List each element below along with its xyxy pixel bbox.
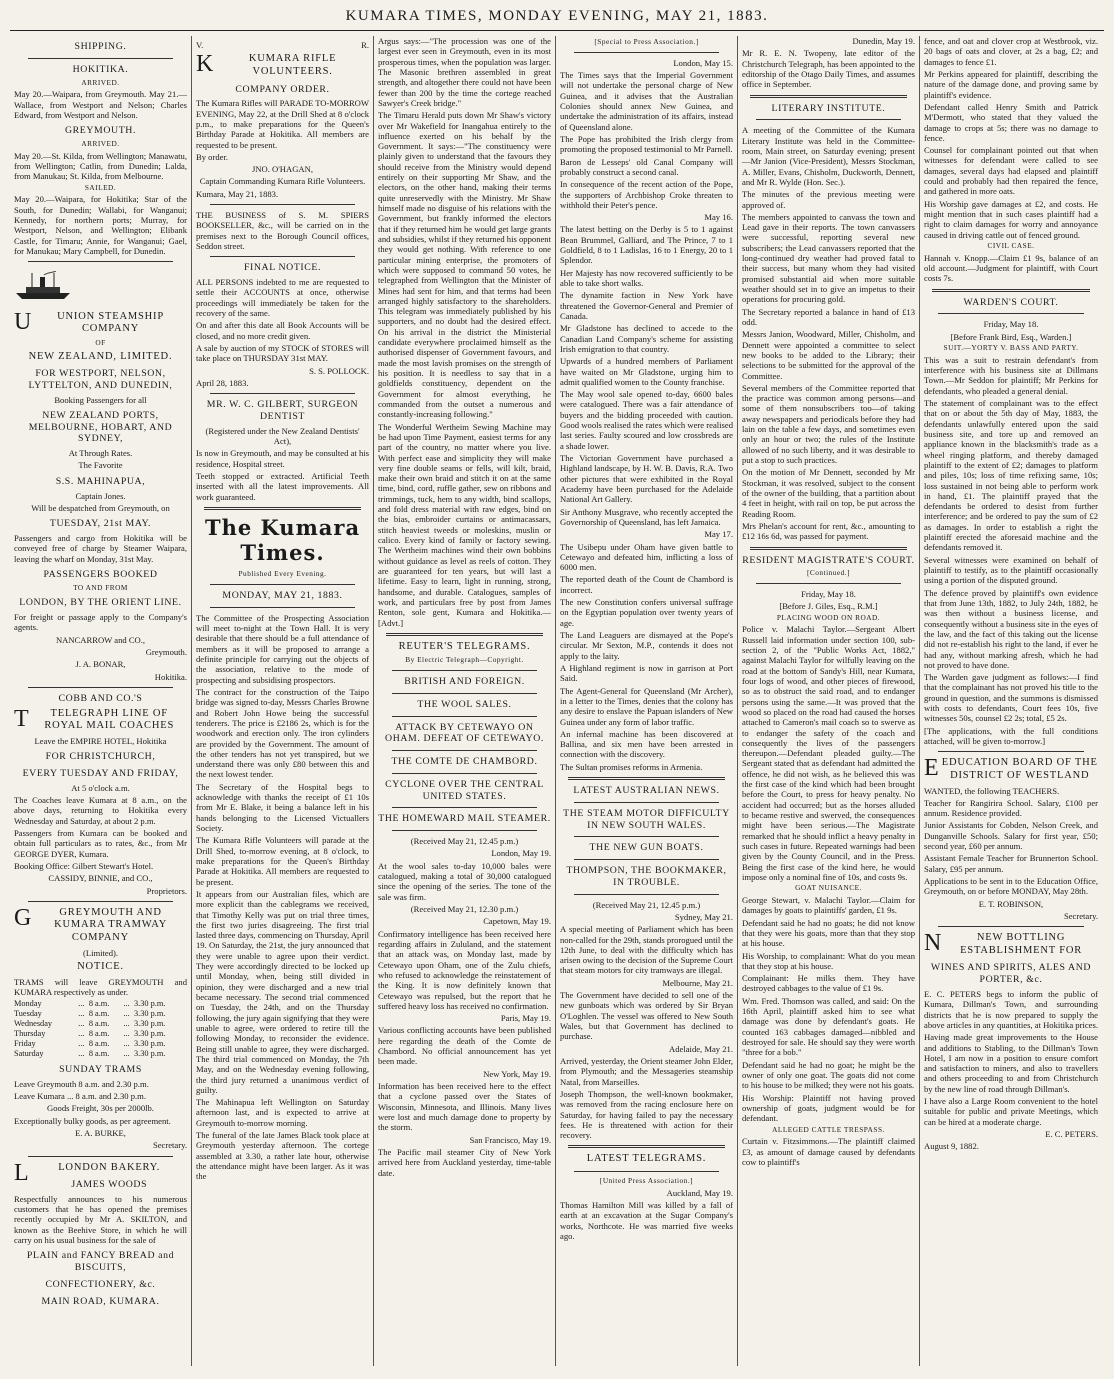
- tramway-secretary: E. A. BURKE,: [75, 1127, 126, 1138]
- telegram-paragraph: The Government have decided to sell one of the new gunboats which was ordered by Sir Bryan O'Loghlen. The vessel was offered to New South Wales, but that Government has declined to purchase.: [560, 990, 733, 1042]
- schedule-row: Monday ... 8 a.m. ... 3.30 p.m.: [14, 999, 166, 1009]
- bottling-paragraph: E. C. PETERS begs to inform the public of Kumara, Dillman's Town, and surrounding districts that he is now prepared to supply the above articles in any quantities, at Hokitika prices.: [924, 988, 1098, 1030]
- case-heading: SUIT.—YORTY V. BASS AND PARTY.: [943, 343, 1079, 352]
- final-notice-text-2: On and after this date all Book Accounts will be closed, and no more credit given.: [196, 320, 369, 341]
- company-order: COMPANY ORDER.: [235, 83, 330, 95]
- divider: [210, 256, 355, 257]
- case-paragraph: Curtain v. Fitzsimmons.—The plaintiff claimed £3, as amount of damage caused by defendants cow to plaintiff's: [742, 1136, 915, 1167]
- divider: [938, 751, 1084, 752]
- tramway-text: TRAMS will leave GREYMOUTH and KUMARA respectively as under.: [14, 976, 187, 997]
- telegram-paragraph: Information has been received here to the effect that a cyclone passed over the States of Wisconsin, Minnesota, and Illinois. Many lives were lost and much damage done to property by the storm.: [378, 1081, 551, 1133]
- telegram-paragraph: Thomas Hamilton Mill was killed by a fall of earth at an excavation at the Sugar Company's works, Northcote. He was married five weeks ago.: [560, 1200, 733, 1242]
- telegram-paragraph: Joseph Thompson, the well-known bookmaker, was removed from the racing enclosure here on Saturday, for having failed to pay the necessary fees. He is threatened with action for their recovery.: [560, 1088, 733, 1141]
- divider: [210, 204, 355, 205]
- bottling-date: August 9, 1882.: [924, 1141, 979, 1152]
- report-paragraph: The minutes of the previous meeting were approved of.: [742, 189, 915, 210]
- greymouth-arrivals: May 20.—St. Kilda, from Wellington; Manawatu, from Wellington; Catlin, from Dunedin; Lalda, from Manukau; St. Kilda, from Melbourne.: [14, 150, 187, 182]
- case-heading: CIVIL CASE.: [987, 240, 1035, 250]
- telegram-paragraph: The Times says that the Imperial Government will not undertake the personal charge of New Guinea, and it advises that the Australian Colonies should annex New Guinea, and undertake the administration of its affairs, instead of Queensland alone.: [560, 70, 733, 132]
- tram-schedule: [14, 999, 187, 1059]
- telegram-paragraph: The Agent-General for Queensland (Mr Archer), in a letter to the Times, denies that the colony has any desire to enslave the Papuan islanders of New Guinea under any form of labor traffic.: [560, 685, 733, 727]
- advertisement-paragraph: The Wonderful Wertheim Sewing Machine may be had upon Time Payment, easiest terms for any part of the country, no matter where you live. With perfect ease and simplicity they will make very fine double seams or fells, will kilt, braid, make their own braid and stitch it on at the same time, bind, cord, ruffle gather, sew on ribbons and trimmings, tuck, hem to any width, bind scallops, and fold dress material with raw edges, bind on the bias, embroider curtains or antimacassars, stitch heaviest tweeds or moleskins, muslin or calico. Every kind of family or factory sewing. The Wertheim machines wind their own bobbins without guidance as level as reels of cotton. They are guaranteed for ten years, but will last a lifetime. Easy to learn, light in running, strong, handsome, and durable. Catalogues, samples of work, and particulars free by post from James Renton, sole gent, Kumara and Hokitika.—[Advt.]: [378, 421, 551, 628]
- court-date: Friday, May 18.: [983, 319, 1039, 330]
- bakery-address: MAIN ROAD, KUMARA.: [41, 1295, 160, 1307]
- divider: [28, 58, 173, 59]
- steamship-icon: [14, 271, 74, 301]
- report-paragraph: Several members of the Committee reported that the practice was common among persons—and some of them nonsubscribers too—of taking away newspapers and periodicals before they had lain on the table a few days, and sometimes even only an hour or two; the rules of the Institute allowed of no such liberty, and it was desirable to put a stop to such practices.: [742, 382, 915, 465]
- schedule-row: Tuesday ... 8 a.m. ... 3.30 p.m.: [14, 1009, 166, 1019]
- gilbert-title: MR. W. C. GILBERT, SURGEON DENTIST: [206, 399, 359, 422]
- case-paragraph: fence, and oat and clover crop at Westbrook, viz. 20 bags of oats and clover, at 2s a bag, £2; and damages to fence £1.: [924, 36, 1098, 67]
- page-masthead: KUMARA TIMES, MONDAY EVENING, MAY 21, 1883.: [10, 8, 1104, 31]
- case-paragraph: This was a suit to restrain defendant's from interference with his business site at Dillmans Town.—Mr Seddon for plaintiff; Mr Perkins for defendants, who pleaded a general denial.: [924, 354, 1098, 396]
- court-before: [Before J. Giles, Esq., R.M.]: [779, 601, 878, 612]
- editorial-paragraph: It appears from our Australian files, which are more explicit than the cablegrams we received, that Timothy Kelly was put on trial three times, the first two juries disagreeing. The first trial lasted three days, commencing on Thursday, April 19. On Saturday, the 21st, the jury announced that they were unable to agree upon their verdict. They were accordingly directed to be locked up until Monday, when, being still divided in opinion, they were discharged and a new trial became necessary. The second trial commenced on Tuesday, the 24th, and on the Thursday following, the jury again signifying that they were unable to agree, were ordered to retire till the following Monday, to reconsider the evidence. Being still unable to agree, they were discharged. The third trial commenced on Monday, the 7th May, and on the Wednesday evening following, the third jury returned a unanimous verdict of guilty.: [196, 888, 369, 1095]
- hokitika-arrived-label: ARRIVED.: [81, 77, 120, 87]
- rifles-date: Kumara, May 21, 1883.: [196, 188, 279, 199]
- telegram-paragraph: At the wool sales to-day 10,000 bales were catalogued, making a total of 30,000 catalogued since the opening of the series. The tone of the sale was firm.: [378, 860, 551, 902]
- divider: [28, 1156, 173, 1157]
- final-notice-text-3: A sale by auction of my STOCK of STORES will take place on THURSDAY 31st MAY.: [196, 342, 369, 364]
- case-heading: ALLEGED CATTLE TRESPASS.: [772, 1124, 885, 1134]
- case-paragraph: Defendant said he had no goats; he did not know that they were his goats, more than that they stop at his house.: [742, 917, 915, 949]
- pollock-signature: S. S. POLLOCK.: [309, 365, 369, 376]
- case-paragraph: Wm. Fred. Thomson was called, and said: On the 16th April, plaintiff asked him to see what damage was done by defendant's goats. He counted 163 cabbages damaged—nibbled and destroyed for sale. He should say they were worth "three for a bob.": [742, 995, 915, 1058]
- divider: [386, 633, 543, 636]
- telegram-paragraph: An infernal machine has been discovered at Ballina, and six men have been arrested in connection with the discovery.: [560, 728, 733, 760]
- bottling-paragraph: I have also a Large Room convenient to the hotel suitable for public and private Meetings, which can be hired at a moderate charge.: [924, 1096, 1098, 1127]
- union-title: U UNION STEAMSHIP COMPANY: [14, 308, 164, 335]
- case-paragraph: Hannah v. Knopp.—Claim £1 9s, balance of an old account.—Judgment for plaintiff, with Court costs 7s.: [924, 252, 1098, 284]
- case-paragraph: Counsel for complainant pointed out that when witnesses for defendant were called to see damages, several days had elapsed and plaintiff could and probably had then repaired the fence, and gathered in more oats.: [924, 145, 1098, 197]
- case-paragraph: The statement of complainant was to the effect that on or about the 5th day of May, 1883, the defendants unlawfully entered upon the said business site, and tore up and removed an appliance known in the blacksmith's trade as a wheel ringing platform, and thereby damaged plaintiff to the extent of £2; damages to platform and piles, 10s; loss of time refixing same, 10s; loss sustained in not being able to perform work in hand, £1. The plaintiff prayed that the defendants be ordered to desist from further interference; and be ordered to pay the sum of £2 as damages. In order to establish a right the plaintiff erected the aforesaid machine and the defendants removed it.: [924, 398, 1098, 553]
- bakery-goods: PLAIN and FANCY BREAD and BISCUITS,: [26, 1250, 175, 1274]
- pollock-date: April 28, 1883.: [196, 377, 249, 388]
- telegram-paragraph: The Pope has prohibited the Irish clergy from promoting the proposed testimonial to Mr Parnell.: [560, 133, 733, 155]
- telegram-paragraph: The Sultan promises reforms in Armenia.: [560, 761, 703, 772]
- received-line: (Received May 21, 12.45 p.m.): [410, 836, 519, 847]
- divider: [750, 95, 907, 98]
- magistrate-court-title: RESIDENT MAGISTRATE'S COURT.: [742, 554, 915, 566]
- telegram-paragraph: A Highland regiment is now in garrison at Port Said.: [560, 662, 733, 684]
- schedule-row: Thursday ... 8 a.m. ... 3.30 p.m.: [14, 1029, 166, 1039]
- divider: [392, 773, 537, 774]
- captain-name: JNO. O'HAGAN,: [252, 164, 313, 175]
- telegram-paragraph: Sir Anthony Musgrave, who recently accepted the Governorship of Queensland, has left Jamaica.: [560, 506, 733, 527]
- telegram-paragraph: Upwards of a hundred members of Parliament have waited on Mr Gladstone, urging him to admit qualified women to the County franchise.: [560, 356, 733, 387]
- columns: [10, 36, 1104, 1366]
- divider: [568, 777, 725, 780]
- gilbert-text-2: Teeth stopped or extracted. Artificial Teeth inserted with all the latest improvements. All work guaranteed.: [196, 470, 369, 502]
- bottling-signature: E. C. PETERS.: [1045, 1129, 1098, 1139]
- cobb-proprietors: CASSIDY, BINNIE, and CO.,: [48, 873, 153, 884]
- divider: [574, 52, 719, 53]
- divider: [574, 894, 719, 895]
- column-4: [556, 36, 738, 1366]
- divider: [756, 119, 901, 120]
- bulky-goods: Exceptionally bulky goods, as per agreement.: [14, 1115, 171, 1126]
- literary-institute-title: LITERARY INSTITUTE.: [771, 102, 886, 114]
- case-paragraph: Defendant said he had no goat; he might be the owner of only one goat. The goats did not come to his house to be milked; they were not his goats.: [742, 1059, 915, 1091]
- tramway-limited: (Limited).: [82, 947, 119, 958]
- divider: [204, 507, 361, 510]
- greymouth-arrived-label: ARRIVED.: [81, 138, 120, 148]
- union-booking: Booking Passengers for all: [54, 394, 147, 405]
- dateline: Dunedin, May 19.: [852, 36, 915, 46]
- union-to-from: TO AND FROM: [73, 582, 128, 592]
- case-paragraph: The Warden gave judgment as follows:—I find that the complainant has not proved his title to the ground in question, and the summons is dismissed with costs to defendants, Court fees 10s, five witnesses 50s, counsel £2 2s; total, £5 2s.: [924, 672, 1098, 724]
- final-notice-title: FINAL NOTICE.: [243, 262, 322, 274]
- education-signature: E. T. ROBINSON,: [978, 898, 1044, 909]
- telegram-paragraph: Baron de Lesseps' old Canal Company will probably construct a second canal.: [560, 156, 733, 177]
- divider: [210, 607, 355, 608]
- divider: [210, 393, 355, 394]
- column-2: [192, 36, 374, 1366]
- union-london: LONDON, BY THE ORIENT LINE.: [19, 597, 182, 609]
- divider: [392, 830, 537, 831]
- divider: [392, 670, 537, 671]
- report-paragraph: The members appointed to canvass the town and Lead gave in their reports. The town canvassers were successful, reporting several new subscribers; the Lead canvassers reported that the long-continued dry weather had proved fatal to their success, but many whom they had visited promised substantial aid when more suitable weather should set in to give an impetus to their operations for procuring gold.: [742, 211, 915, 305]
- telegram-paragraph: The Victorian Government have purchased a Highland landscape, by H. W. B. Davis, R.A. Two other pictures that were exhibited in the Royal Academy have been purchased for the Adelaide National Art Gallery.: [560, 453, 733, 505]
- australian-news-title: LATEST AUSTRALIAN NEWS.: [573, 785, 720, 797]
- sunday-trams-2: Leave Kumara ... 8 a.m. and 2.30 p.m.: [14, 1090, 146, 1101]
- telegram-paragraph: Arrived, yesterday, the Orient steamer John Elder, from Plymouth; and the Messageries steamship Natal, from Marseilles.: [560, 1055, 733, 1087]
- union-freight: For freight or passage apply to the Company's agents.: [14, 612, 187, 633]
- telegram-paragraph: The May wool sale opened to-day, 6600 bales were catalogued. There was a fair attendance of buyers and the bidding proceeded with caution. Good wools realised the rates which were realised last series. Faulty scoured and low crossbreds are a shade lower.: [560, 389, 733, 451]
- dateline: Capetown, May 19.: [483, 916, 551, 927]
- union-date: TUESDAY, 21st MAY.: [49, 518, 152, 530]
- goods-freight: Goods Freight, 30s per 2000lb.: [47, 1103, 154, 1114]
- telegram-paragraph: The Usibepu under Oham have given battle to Cetewayo and defeated him, inflicting a loss of 6000 men.: [560, 541, 733, 573]
- telegram-paragraph: Mr R. E. N. Twopeny, late editor of the Christchurch Telegraph, has been appointed to the editorship of the Otago Daily Times, and assumes office in September.: [742, 48, 915, 90]
- tramway-notice: NOTICE.: [77, 960, 124, 972]
- editorial-paragraph: The Committee of the Prospecting Association will meet to-night at the Town Hall. It is very desirable that there should be a full attendance of members as it will be proposed to arrange a definite principle for carrying out the objects of the association, relative to the mode of prospecting and subsidising prospectors.: [196, 612, 369, 685]
- divider: [210, 584, 355, 585]
- telegram-paragraph: The new Constitution confers universal suffrage on the Egyptian population over twenty years of age.: [560, 597, 733, 628]
- cobb-time: At 5 o'clock a.m.: [71, 782, 130, 793]
- article-paragraph: The Timaru Herald puts down Mr Shaw's victory over Mr Wakefield for Inangahua entirely to the influence exerted on his behalf by the Government. It says:—"The constituency were plainly given to understand that the favours they should receive from the Ministry would depend entirely on their supporting Mr Shaw, and the electors, on the other hand, making their terms quite unreservedly with the Ministry. Mr Shaw himself made no disguise of his relations with the Government, but frankly informed the electors that if they returned him he would get large grants and subsidies, whilst if they returned his opponent they would get nothing. With reference to one particular mining enterprise, the promoters of which were supposed to command 50 votes, he telegraphed from Wellington that the Minister of Mines had sent for him, and that terms had been arranged highly satisfactory to the shareholders. This telegram was immediately published by his supporters, and no doubt had the desired effect. On his arrival in the district the Ministerial candidate everywhere proclaimed himself as the authorised dispenser of Government favours, and made the most lavish promises on the strength of his position. It is needless to say that in a goldfields constituency, dependent on the Government for almost everything, he commanded from the outset a numerous and constantly-increasing following.": [378, 110, 551, 420]
- received-line: (Received May 21, 12.30 p.m.): [410, 904, 519, 915]
- case-paragraph: [The applications, with the full conditions attached, will be given to-morrow.]: [924, 725, 1098, 746]
- union-route: FOR WESTPORT, NELSON, LYTTELTON, AND DUNEDIN,: [28, 368, 173, 391]
- dateline: Paris, May 19.: [500, 1013, 551, 1024]
- shipping-heading: SHIPPING.: [74, 41, 127, 52]
- union-agent-1: NANCARROW and CO.,: [55, 634, 146, 645]
- tramway-title: G GREYMOUTH AND KUMARA TRAMWAY COMPANY: [14, 904, 168, 944]
- bakery-confectionery: CONFECTIONERY, &c.: [45, 1278, 156, 1290]
- union-title-2: NEW ZEALAND, LIMITED.: [28, 350, 173, 362]
- case-heading: GOAT NUISANCE.: [795, 883, 862, 893]
- case-paragraph: George Stewart, v. Malachi Taylor.—Claim for damages by goats to plaintiffs' garden, £1 9s.: [742, 894, 915, 916]
- case-paragraph: The defence proved by plaintiff's own evidence that from June 13th, 1882, to July 24th, 1882, he was then without a business license, and consequently without a business site in the eyes of the law, and the fact of this taking out the license did not re-establish his right to the land, if ever he had any, without marking afresh, which he had not proved to have done.: [924, 587, 1098, 670]
- captain-title: Captain Commanding Kumara Rifle Volunteers.: [199, 176, 366, 187]
- education-board-title: EEDUCATION BOARD OF THE DISTRICT OF WESTLAND: [924, 755, 1098, 782]
- dateline: London, May 19.: [491, 848, 551, 859]
- bottling-title-2: WINES AND SPIRITS, ALES AND PORTER, &c.: [930, 962, 1092, 986]
- greymouth-sailings: May 20.—Waipara, for Hokitika; Star of the South, for Dunedin; Wallabi, for Wanganui; Kennedy, for northern ports; Murray, for Westport, Nelson, and Wellington; Elibank Castle, for Timaru; Annie, for Wanganui; Gael, for Manukau; Mary Campbell, for Dunedin.: [14, 194, 187, 256]
- union-ship: S.S. MAHINAPUA,: [55, 475, 146, 487]
- dateline: Adelaide, May 21.: [669, 1043, 733, 1054]
- court-date: Friday, May 18.: [801, 589, 856, 599]
- divider: [392, 716, 537, 717]
- divider: [932, 289, 1090, 292]
- cobb-title: COBB AND CO.'S: [58, 692, 143, 704]
- gilbert-text-1: Is now in Greymouth, and may be consulted at his residence, Hospital street.: [196, 448, 369, 469]
- telegram-paragraph: A special meeting of Parliament which has been non-called for the 29th, stands prorogued until the 12th June, to deal with the difficulty which has arisen owing to the decision of the Supreme Court that steam motors for city tramways are illegal.: [560, 924, 733, 976]
- telegram-paragraph: Confirmatory intelligence has been received here regarding affairs in Zululand, and the statement that an attack was, on Monday last, made by Cetewayo upon Oham, one of the Zulu chiefs, who refused to acknowledge the reinstatement of the King. It is now definitely known that Cetewayo was repulsed, but the report that he suffered heavy loss has received no confirmation.: [378, 928, 551, 1011]
- published-line: Published Every Evening.: [238, 569, 327, 579]
- hokitika-heading: HOKITIKA.: [72, 63, 129, 75]
- reuter-subtitle: By Electric Telegraph—Copyright.: [405, 655, 524, 665]
- dateline: New York, May 19.: [483, 1068, 551, 1079]
- telegram-paragraph: In consequence of the recent action of the Pope, the supporters of Archbishop Croke threaten to withhold their Peter's pence.: [560, 179, 733, 210]
- report-paragraph: Mrs Phelan's account for rent, &c., amounting to £12 16s 6d, was passed for payment.: [742, 520, 915, 542]
- telegram-paragraph: The Pacific mail steamer City of New York arrived here from Auckland yesterday, time-table date.: [378, 1146, 551, 1178]
- cobb-text-1: The Coaches leave Kumara at 8 a.m., on the above days, returning to Hokitika every Wednesday and Saturday, at about 2 p.m.: [14, 795, 187, 826]
- divider: [574, 836, 719, 837]
- telegram-paragraph: The reported death of the Count de Chambord is incorrect.: [560, 574, 733, 595]
- union-rates: At Through Rates.: [68, 448, 133, 459]
- union-favorite: The Favorite: [78, 460, 123, 471]
- dateline: Sydney, May 21.: [674, 911, 733, 922]
- rifles-title: K KUMARA RIFLE VOLUNTEERS.: [196, 51, 337, 78]
- british-foreign: BRITISH AND FOREIGN.: [404, 676, 525, 688]
- dateline: Auckland, May 19.: [666, 1187, 733, 1198]
- headline: THE HOMEWARD MAIL STEAMER.: [378, 813, 551, 825]
- dateline: San Francisco, May 19.: [469, 1134, 551, 1145]
- dateline: May 16.: [704, 212, 733, 223]
- cobb-title-2: T TELEGRAPH LINE OF ROYAL MAIL COACHES: [14, 705, 175, 732]
- case-paragraph: Mr Perkins appeared for plaintiff, describing the nature of the damage done, and proving same by plaintiff's evidence.: [924, 68, 1098, 100]
- editorial-paragraph: The Mahinapua left Wellington on Saturday afternoon last, and is expected to arrive at Greymouth to-morrow morning.: [196, 1097, 369, 1128]
- spiers-notice: THE BUSINESS of S. M. SPIERS BOOKSELLER, &c., will be carried on in the premises next to the Borough Council offices, Seddon street.: [196, 210, 369, 251]
- education-item: Assistant Female Teacher for Brunnerton School. Salary, £95 per annum.: [924, 853, 1098, 874]
- schedule-row: Saturday ... 8 a.m. ... 3.30 p.m.: [14, 1048, 166, 1058]
- dateline: May 17.: [704, 529, 733, 540]
- article-paragraph: Argus says:—"The procession was one of the largest ever seen in Greymouth, even in its most prosperous times, when the population was larger. The Masonic brethren assembled in great strength, and altogether there could not have been fewer than 200 by the time the cortege reached Sawyer's Creek bridge.": [378, 36, 551, 108]
- education-item: Teacher for Rangirira School. Salary, £100 per annum. Residence provided.: [924, 797, 1098, 819]
- schedule-row: Friday ... 8 a.m. ... 3.30 p.m.: [14, 1038, 166, 1048]
- sunday-trams: SUNDAY TRAMS: [59, 1063, 142, 1075]
- bottling-title: N NEW BOTTLING ESTABLISHMENT FOR: [924, 930, 1083, 957]
- headline: THE WOOL SALES.: [417, 698, 512, 710]
- education-item: Junior Assistants for Cobden, Nelson Creek, and Dunganville Schools. Salary for first year, £50; second year, £60 per annum.: [924, 820, 1098, 852]
- column-5: [738, 36, 920, 1366]
- divider: [392, 807, 537, 808]
- cobb-text-2: Passengers from Kumara can be booked and obtain full particulars as to rates, &c., from Mr GEORGE DYER, Kumara.: [14, 827, 187, 859]
- bottling-paragraph: Having made great improvements to the House and additions to Stabling, to the Dillman's Town Hotel, I am now in a position to ensure comfort and satisfaction to miners, and also to travellers and others proceeding to and from Christchurch by the new line of road through Dillman's.: [924, 1032, 1098, 1094]
- column-6: [920, 36, 1102, 1366]
- education-signature-title: Secretary.: [1063, 910, 1098, 921]
- union-ports: NEW ZEALAND PORTS, MELBOURNE, HOBART, AND SYDNEY,: [28, 409, 173, 445]
- union-agent-2-location: Hokitika.: [154, 671, 187, 682]
- dateline: Melbourne, May 21.: [662, 977, 733, 988]
- report-paragraph: Messrs Janion, Woodward, Miller, Chisholm, and Dennett were appointed a committee to select new books to be added to the Library; their selections to be submitted for the approval of the Committee.: [742, 329, 915, 381]
- case-paragraph: Several witnesses were examined on behalf of plaintiff to testify, as to the plaintiff occasionally using a portion of the disputed ground.: [924, 554, 1098, 586]
- wardens-court-title: WARDEN'S COURT.: [963, 296, 1059, 308]
- telegram-paragraph: Her Majesty has now recovered sufficiently to be able to take short walks.: [560, 267, 733, 288]
- union-cargo: Passengers and cargo from Hokitika will be conveyed free of charge by Steamer Waipara, leaving the wharf on Monday, 31st May.: [14, 532, 187, 564]
- by-order: By order.: [196, 151, 228, 162]
- united-press-association: [United Press Association.]: [599, 1176, 694, 1186]
- divider: [574, 1171, 719, 1172]
- case-paragraph: Police v. Malachi Taylor.—Sergeant Albert Russell laid information under section 100, sub-section 2, of the "Public Works Act, 1882," against Malachi Taylor for wilfully leaving on the road at the bottom of Sandy's Hill, near Kumara, four logs of wood, and other pieces of firewood, so as to obstruct the said road, and to endanger persons using the same.—It was proved that the wood so placed on the road had caused the horses attached to Cameron's mail coach so to swerve as to endanger the safety of the coach and consequently the lives of the passengers thereupon.—Defendant pleaded guilty.—The Sergeant stated that as defendant had admitted the offence, he did not wish, as he believed this was the first case of the kind which had been brought before the Court, to press for heavy penalty. No accident had occurred; but as the horses alluded to became restive and swerved, the consequences might have been serious.—The Magistrate remarked that he should inflict a heavy penalty in such cases in future. Repeated warnings had been given by the County Council, and in the Press. Being the first case of the kind here, he would impose only a nominal fine of 10s, and costs 9s.: [742, 624, 915, 882]
- telegram-paragraph: Various conflicting accounts have been published here regarding the death of the Comte de Chambord. No official announcement has yet been made.: [378, 1025, 551, 1067]
- column-3: [374, 36, 556, 1366]
- divider: [392, 750, 537, 751]
- divider: [568, 1145, 725, 1148]
- case-paragraph: His Worship, to complainant: What do you mean that they stop at his house.: [742, 950, 915, 971]
- divider: [938, 313, 1084, 314]
- case-paragraph: Defendant called Henry Smith and Patrick M'Dermott, who stated that they valued the damage to crops at 5s; there was no damage to fence.: [924, 101, 1098, 143]
- union-captain: Captain Jones.: [75, 490, 126, 501]
- report-paragraph: On the motion of Mr Dennett, seconded by Mr Stockman, it was resolved, subject to the consent of the owner of the building, that a partition about 4 feet in height, with rail on top, be put across the Reading Room.: [742, 467, 915, 519]
- headline: THE COMTE DE CHAMBORD.: [391, 756, 538, 768]
- report-paragraph: The Secretary reported a balance in hand of £13 odd.: [742, 306, 915, 327]
- cobb-leave: Leave the EMPIRE HOTEL, Hokitika: [34, 735, 167, 746]
- court-before: [Before Frank Bird, Esq., Warden.]: [950, 331, 1072, 342]
- sunday-trams-1: Leave Greymouth 8 a.m. and 2.30 p.m.: [14, 1078, 149, 1089]
- union-booked: PASSENGERS BOOKED: [43, 568, 158, 580]
- greymouth-sailed-label: SAILED.: [84, 182, 117, 192]
- union-agent-2: J. A. BONAR,: [75, 659, 126, 670]
- rifles-text: The Kumara Rifles will PARADE TO-MORROW EVENING, May 22, at the Drill Shed at 8 o'clock p.m., to make preparations for the Queen's Birthday Parade at Hokitika. All members are requested to be present.: [196, 98, 369, 150]
- education-wanted: WANTED, the following TEACHERS.: [924, 785, 1060, 796]
- latest-telegrams-title: LATEST TELEGRAMS.: [586, 1153, 707, 1165]
- cobb-days: EVERY TUESDAY AND FRIDAY,: [22, 767, 179, 779]
- divider: [756, 583, 901, 584]
- special-press-association: [Special to Press Association.]: [594, 37, 699, 46]
- union-despatch: Will be despatched from Greymouth, on: [31, 502, 170, 513]
- divider: [750, 547, 907, 550]
- report-paragraph: A meeting of the Committee of the Kumara Literary Institute was held in the Committee-room, Main street, on Saturday evening; present—Mr Janion (Vice-President), Messrs Stockman, A. Miller, Evans, Chisholm, Duckworth, Dennett, and Mr R. Wylde (Hon. Sec.).: [742, 125, 915, 187]
- divider: [28, 687, 173, 688]
- editorial-paragraph: The Kumara Rifle Volunteers will parade at the Drill Shed, to-morrow evening, at 8 o'clock, to make preparations for the Queen's Birthday Parade at Hokitika. All members are requested to be present.: [196, 835, 369, 887]
- nameplate: The Kumara Times.: [204, 514, 361, 566]
- headline: THE NEW GUN BOATS.: [589, 842, 704, 854]
- union-agent-1-location: Greymouth.: [145, 647, 187, 658]
- final-notice-text-1: ALL PERSONS indebted to me are requested to settle their ACCOUNTS at once, otherwise proceedings will immediately be taken for the recovery of the same.: [196, 277, 369, 318]
- telegram-paragraph: The dynamite faction in New York have threatened the Governor-General and Premier of Canada.: [560, 290, 733, 321]
- cobb-office: Booking Office: Gilbert Stewart's Hotel.: [14, 860, 154, 871]
- hokitika-arrivals: May 20.—Waipara, from Greymouth. May 21.—Wallace, from Westport and Nelson; Charles Edward, from Westport and Nelson.: [14, 89, 187, 120]
- editorial-paragraph: The Secretary of the Hospital begs to acknowledge with thanks the receipt of £1 10s from Mr E. Blake, it being a balance left in his hands belonging to the Licensed Victuallers Society.: [196, 781, 369, 833]
- divider: [938, 926, 1084, 927]
- divider: [28, 901, 173, 902]
- divider: [28, 261, 173, 262]
- case-heading: PLACING WOOD ON ROAD.: [776, 612, 881, 622]
- headline: CYCLONE OVER THE CENTRAL UNITED STATES.: [385, 778, 544, 802]
- editorial-paragraph: The funeral of the late James Black took place at Greymouth yesterday afternoon. The cortege assembled at 3.30, a rather late hour, otherwise the attendance might have been larger. As it was the: [196, 1130, 369, 1182]
- headline: ATTACK BY CETEWAYO ON OHAM. DEFEAT OF CETEWAYO.: [385, 721, 544, 745]
- bakery-owner: JAMES WOODS: [71, 1179, 148, 1191]
- case-paragraph: Complainant: He milks them. They have destroyed cabbages to the value of £1 9s.: [742, 973, 915, 994]
- divider: [574, 802, 719, 803]
- greymouth-heading: GREYMOUTH.: [64, 125, 137, 137]
- issue-date: MONDAY, MAY 21, 1883.: [222, 590, 343, 601]
- telegram-paragraph: The Land Leaguers are dismayed at the Pope's circular. Mr Sexton, M.P., contends it does not apply to the laity.: [560, 630, 733, 661]
- gilbert-registration: (Registered under the New Zealand Dentists' Act),: [205, 425, 360, 446]
- column-1: [10, 36, 192, 1366]
- vr-crest: V. R.: [196, 40, 369, 50]
- bakery-text: Respectfully announces to his numerous customers that he has opened the premises recently occupied by Mr A. SKILTON, and known as the Beehive Store, in which he will carry on his usual business for the sale of: [14, 1193, 187, 1246]
- schedule-row: Wednesday ... 8 a.m. ... 3.30 p.m.: [14, 1019, 166, 1029]
- telegram-paragraph: Mr Gladstone has declined to accede to the Canadian Land Company's scheme for assisting Irish emigration to that country.: [560, 323, 733, 354]
- cobb-for: FOR CHRISTCHURCH,: [45, 751, 156, 763]
- dateline: London, May 15.: [673, 57, 733, 68]
- headline: THE STEAM MOTOR DIFFICULTY IN NEW SOUTH WALES.: [563, 807, 730, 831]
- union-of: OF: [95, 337, 106, 347]
- education-apply: Applications to be sent in to the Education Office, Greymouth, on or before MONDAY, May 28th.: [924, 876, 1098, 897]
- case-paragraph: His Worship gave damages at £2, and costs. He might mention that in such cases plaintiff had a right to claim damages for worry and annoyance caused in driving cattle out of fenced ground.: [924, 198, 1098, 240]
- headline: THOMPSON, THE BOOKMAKER, IN TROUBLE.: [566, 865, 727, 888]
- bakery-title: L LONDON BAKERY.: [14, 1159, 161, 1186]
- received-line: (Received May 21, 12.45 p.m.): [592, 899, 701, 910]
- editorial-paragraph: The contract for the construction of the Taipo bridge was signed to-day, Messrs Charles Browne and Robert John Howe being the successful tenderers. The price is £2186 2s, which is for the woodwork and erection only. The iron cylinders are provided by the Government. The amount of the other tenders has not yet transpired, but we understand there was only £80 between this and the next lowest tender.: [196, 686, 369, 780]
- divider: [392, 693, 537, 694]
- case-paragraph: His Worship: Plaintiff not having proved ownership of goats, judgment would be for defendant.: [742, 1092, 915, 1124]
- reuter-title: REUTER'S TELEGRAMS.: [398, 640, 531, 652]
- cobb-proprietors-label: Proprietors.: [146, 885, 187, 896]
- telegram-paragraph: The latest betting on the Derby is 5 to 1 against Bean Brummel, Galliard, and The Prince, 7 to 1 Goldfield, 8 to 1 Ladislas, 16 to 1 Energy, 20 to 1 Splendor.: [560, 224, 733, 266]
- continued-label: [Continued.]: [806, 568, 851, 578]
- divider: [574, 859, 719, 860]
- tramway-secretary-label: Secretary.: [152, 1140, 187, 1151]
